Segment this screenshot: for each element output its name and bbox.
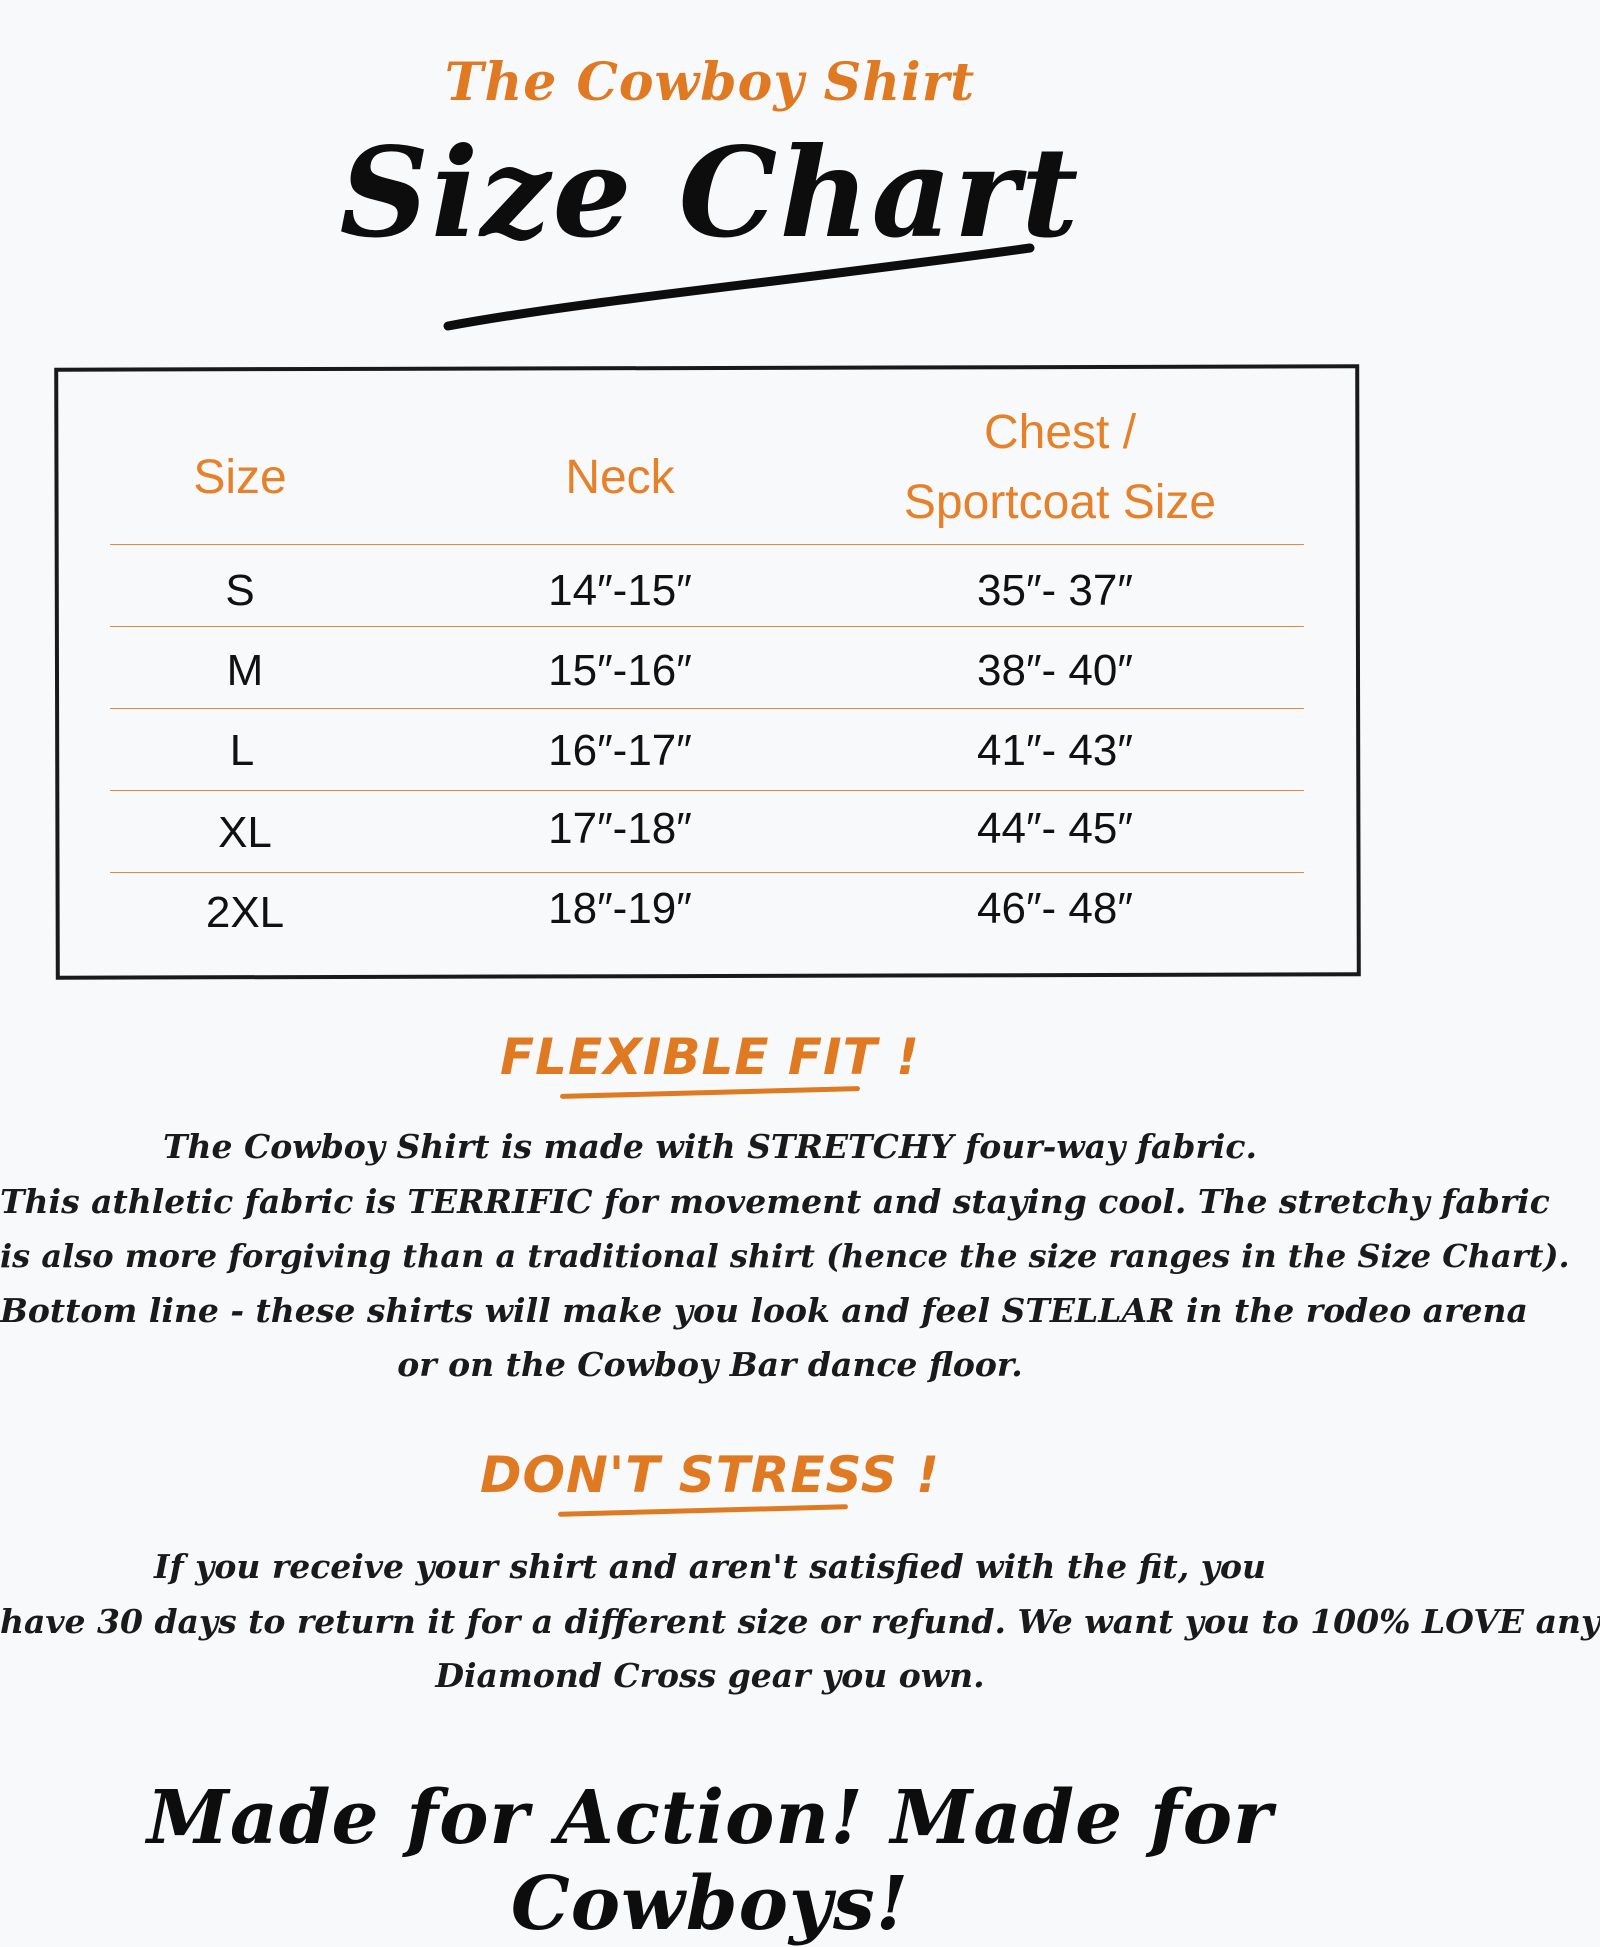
text-line: The Cowboy Shirt is made with STRETCHY four-way fabric. (163, 1127, 1257, 1166)
size-cell: S (225, 566, 255, 615)
neck-cell: 15″-16″ (548, 646, 692, 695)
text-line: Diamond Cross gear you own. (435, 1656, 985, 1695)
neck-cell: 16″-17″ (548, 726, 692, 775)
text-line: Bottom line - these shirts will make you look and feel STELLAR in the rodeo arena (0, 1290, 1528, 1330)
text-line: If you receive your shirt and aren't satisfied with the fit, you (154, 1547, 1266, 1586)
chest-cell: 35″- 37″ (977, 566, 1133, 615)
chest-cell: 41″- 43″ (977, 726, 1133, 775)
text-line: or on the Cowboy Bar dance floor. (397, 1345, 1023, 1384)
row-divider (110, 708, 1304, 709)
page-title: Size Chart (339, 121, 1081, 266)
row-divider (110, 872, 1304, 873)
size-cell: L (229, 726, 255, 775)
title-underline-swash (430, 230, 1050, 340)
chest-cell: 46″- 48″ (977, 884, 1133, 933)
dont-stress-text (0, 1540, 1600, 1704)
neck-cell: 14″-15″ (548, 566, 692, 615)
flexible-fit-text (0, 1120, 1570, 1393)
row-divider (110, 790, 1304, 791)
footer-tagline: Made for Action! Made for Cowboys! (146, 1775, 1274, 1947)
dont-stress-underline (558, 1504, 848, 1517)
dont-stress-heading: DON'T STRESS ! (480, 1446, 940, 1504)
flexible-fit-underline (560, 1086, 860, 1099)
column-header-chest: Chest / (983, 406, 1137, 459)
size-cell: 2XL (205, 888, 285, 937)
header-divider (110, 544, 1304, 545)
size-cell: XL (218, 808, 272, 857)
text-line: is also more forgiving than a traditional shirt (hence the size ranges in the Size Chart). (0, 1237, 1570, 1275)
brand-heading: The Cowboy Shirt (444, 52, 976, 113)
column-header-neck: Neck (565, 451, 675, 504)
neck-cell: 18″-19″ (548, 884, 692, 933)
size-cell: M (226, 646, 264, 695)
text-line: have 30 days to return it for a different size or refund. We want you to 100% LOVE any (0, 1601, 1600, 1641)
row-divider (110, 626, 1304, 627)
neck-cell: 17″-18″ (548, 804, 692, 853)
flexible-fit-heading: FLEXIBLE FIT ! (500, 1028, 920, 1086)
text-line: This athletic fabric is TERRIFIC for movement and staying cool. The stretchy fabric (0, 1181, 1550, 1221)
column-header-sportcoat: Sportcoat Size (903, 476, 1217, 529)
column-header-size: Size (193, 451, 287, 504)
chest-cell: 44″- 45″ (977, 804, 1133, 853)
chest-cell: 38″- 40″ (977, 646, 1133, 695)
